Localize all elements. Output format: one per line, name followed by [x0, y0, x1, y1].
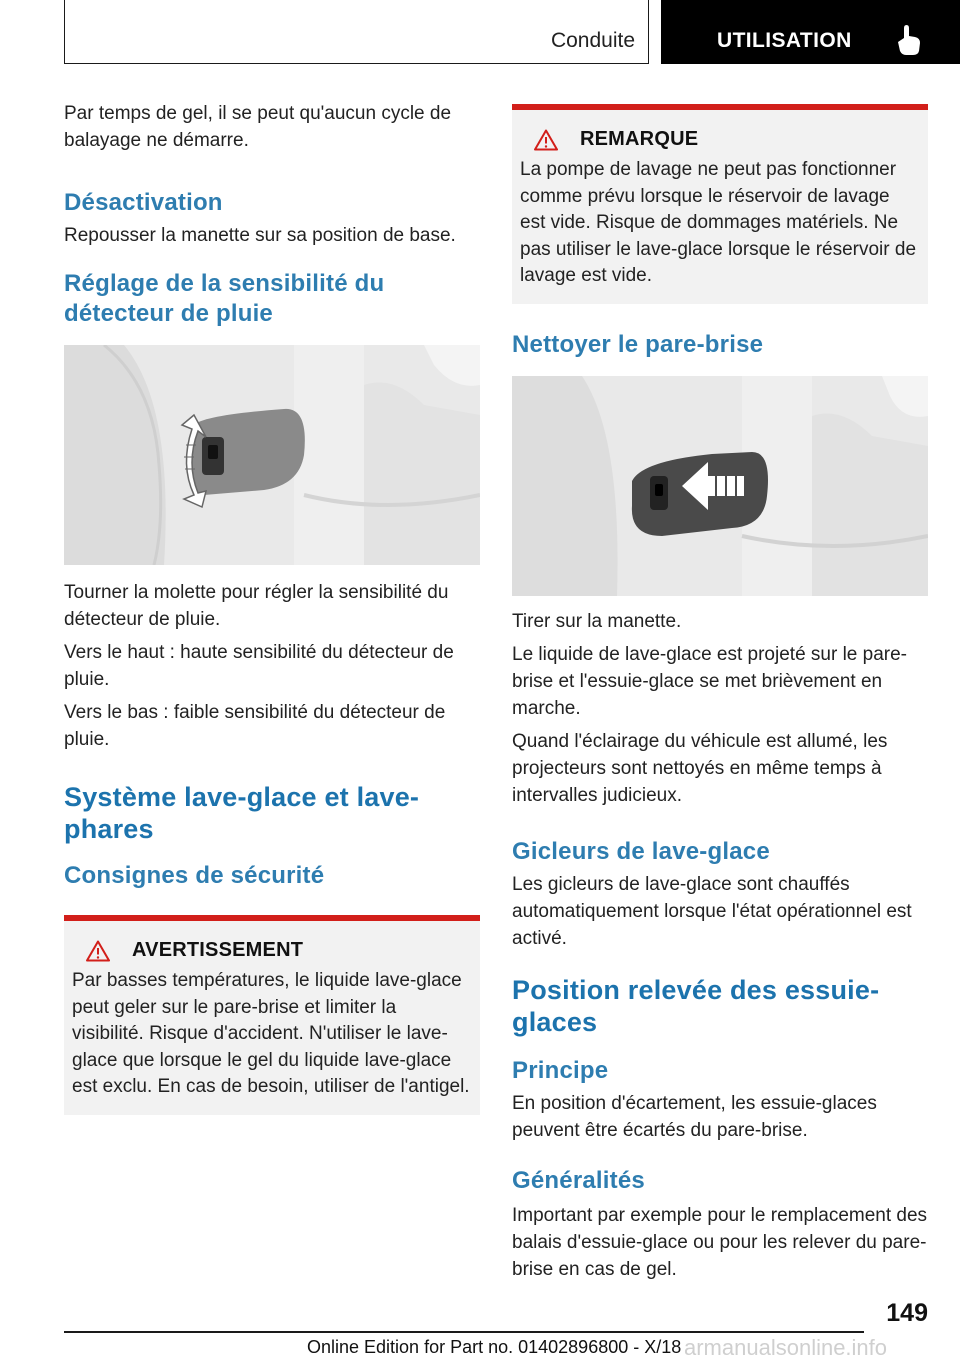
general-text: Important par exemple pour le remplacement des balais d'essuie-glace ou pour les relever du pare-brise en cas de gel.: [512, 1204, 928, 1280]
page-number: 149: [886, 1299, 928, 1327]
clean-paragraph-1: Tirer sur la manette.: [512, 610, 682, 632]
footer-rule: [64, 1331, 864, 1333]
header-chapter-label: UTILISATION: [717, 29, 852, 52]
washer-system-heading: Système lave-glace et lave-phares: [64, 782, 420, 844]
warning-triangle-icon: [534, 129, 558, 151]
warning-title: AVERTISSEMENT: [132, 939, 304, 961]
raised-position-heading: Position relevée des essuie-glaces: [512, 974, 880, 1037]
header-chapter-tab: [661, 0, 960, 64]
warning-triangle-icon: [86, 940, 110, 962]
notice-title: REMARQUE: [580, 128, 699, 150]
principle-text: En position d'écartement, les essuie-glaces peuvent être écartés du pare-brise.: [512, 1092, 877, 1141]
clean-windshield-heading: Nettoyer le pare-brise: [512, 330, 764, 358]
general-heading: Généralités: [512, 1166, 645, 1194]
principle-heading: Principe: [512, 1056, 609, 1084]
watermark-text: armanualsonline.info: [684, 1335, 888, 1360]
sensitivity-paragraph-2: Vers le haut : haute sensibilité du détecteur de pluie.: [64, 642, 454, 690]
safety-heading: Consignes de sécurité: [64, 862, 325, 889]
sensitivity-paragraph-1: Tourner la molette pour régler la sensibilité du détecteur de pluie.: [64, 582, 449, 630]
nozzles-text: Les gicleurs de lave-glace sont chauffés automatiquement lorsque l'état opérationnel est activé.: [512, 873, 912, 949]
right-column: [512, 104, 928, 1289]
notice-box: [512, 104, 928, 304]
deactivation-heading: Désactivation: [64, 189, 223, 216]
clean-paragraph-3: Quand l'éclairage du véhicule est allumé, les projecteurs sont nettoyés en même temps à intervalles judicieux.: [512, 730, 888, 806]
wiper-lever-pull-figure: [512, 376, 928, 596]
header-section-title: Conduite: [550, 29, 635, 52]
notice-header: [534, 128, 920, 151]
sensitivity-heading: Réglage de la sensibilité du détecteur de pluie: [64, 270, 385, 327]
pointing-hand-icon: [895, 25, 921, 55]
notice-text: La pompe de lavage ne peut pas fonctionner comme prévu lorsque le réservoir de lavage est vide. Risque de dommages matériels. Ne pas utiliser le lave-glace lorsque le réservoir de lavage est vide.: [520, 159, 917, 286]
sensitivity-paragraph-3: Vers le bas : faible sensibilité du détecteur de pluie.: [64, 702, 446, 750]
footer-edition: Online Edition for Part no. 01402896800 - X/18: [307, 1337, 682, 1357]
left-column: [64, 100, 480, 1115]
warning-header: [86, 939, 472, 962]
clean-paragraph-2: Le liquide de lave-glace est projeté sur le pare-brise et l'essuie-glace se met brièvement en marche.: [512, 643, 908, 719]
rain-sensor-wheel-figure: [64, 345, 480, 565]
intro-paragraph: Par temps de gel, il se peut qu'aucun cycle de balayage ne démarre.: [64, 103, 452, 151]
deactivation-text: Repousser la manette sur sa position de base.: [64, 225, 456, 246]
warning-text: Par basses températures, le liquide lave-glace peut geler sur le pare-brise et limiter la visibilité. Risque d'accident. N'utiliser le lave-glace que lorsque le gel du liquide lave-glace est exclu. En cas de besoin, utiliser de l'antigel.: [72, 970, 470, 1097]
nozzles-heading: Gicleurs de lave-glace: [512, 837, 770, 865]
warning-box: [64, 915, 480, 1115]
